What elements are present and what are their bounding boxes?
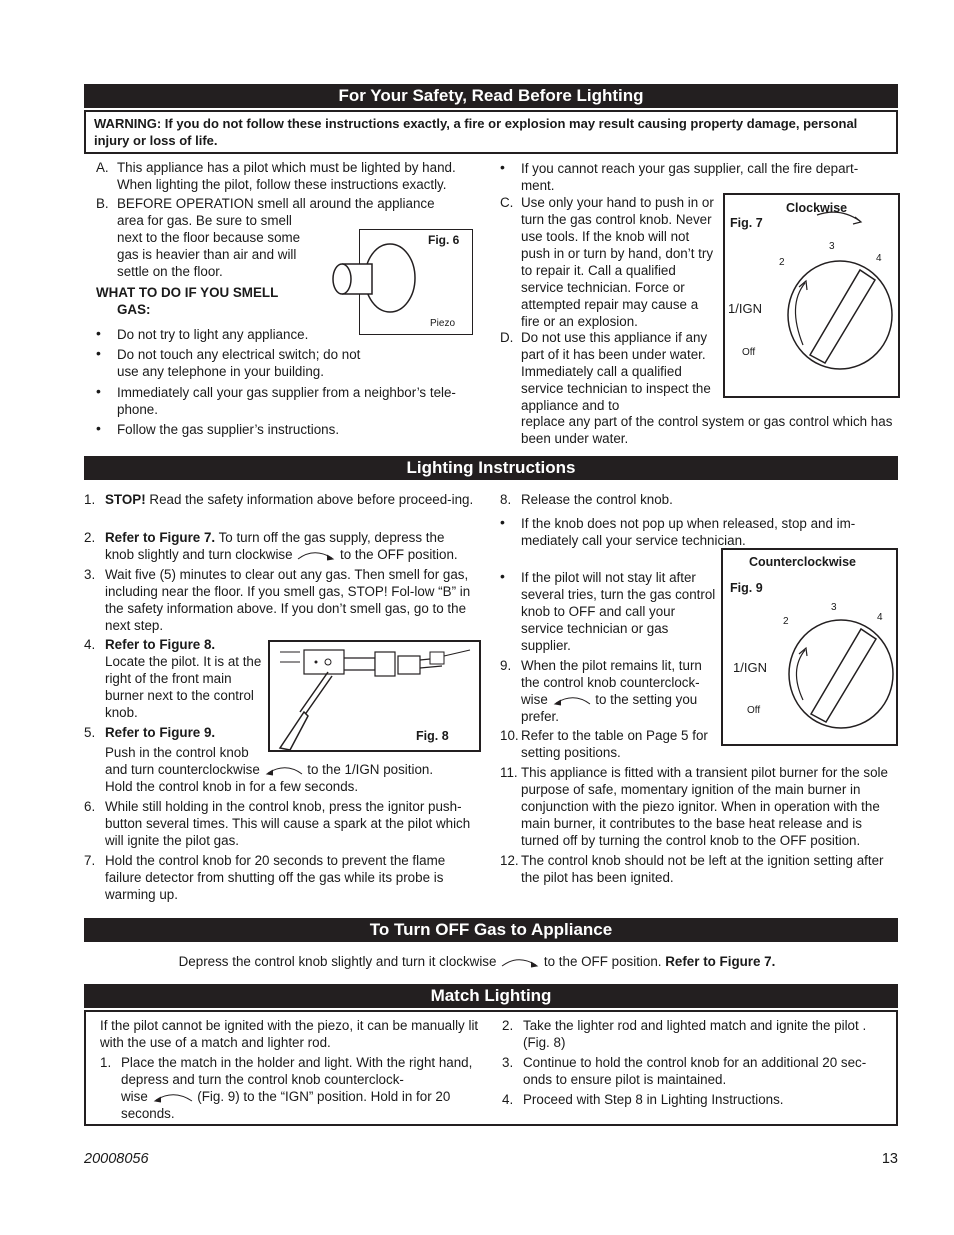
- step-text: This appliance is fitted with a transient pilot burner for the sole purpose of safe, momentary ignition of the main burner in conjunction with the piezo ignitor. When in operation with the main burner, it contributes to the base heat release and is turned off by turning the control knob to the OFF position.: [521, 765, 888, 848]
- step-text-3: Hold the control knob in for a few seconds.: [105, 779, 359, 794]
- clockwise-arrow-icon: [296, 549, 336, 561]
- bullet-text: If the pilot will not stay lit after several tries, turn the gas control knob to OFF and call your service technician or gas supplier.: [521, 570, 716, 653]
- match-header: Match Lighting: [84, 984, 898, 1008]
- step-text-after: to the OFF position.: [336, 547, 458, 562]
- warning-box: [84, 110, 898, 154]
- lighting-bullet: [500, 569, 718, 654]
- step-number: 9.: [500, 658, 512, 673]
- match-intro: If the pilot cannot be ignited with the piezo, it can be manually lit with the use of a match and lighter rod.: [100, 1018, 479, 1050]
- step-text: Proceed with Step 8 in Lighting Instructions.: [523, 1092, 784, 1107]
- turnoff-reference: Refer to Figure 7.: [665, 954, 776, 969]
- smell-heading-text: WHAT TO DO IF YOU SMELL GAS:: [96, 285, 279, 317]
- step-text: To turn off the gas supply, depress the knob slightly and turn clockwise: [105, 530, 445, 562]
- fig7-off: Off: [742, 347, 756, 358]
- figure-8: [268, 640, 481, 752]
- match-step: [100, 1054, 484, 1122]
- turnoff-text-after: to the OFF position.: [540, 954, 666, 969]
- fig9-label: Fig. 9: [730, 581, 763, 595]
- item-b-label: B.: [96, 196, 109, 211]
- step-text-after: to the setting you prefer.: [521, 692, 698, 724]
- fig6-label: Fig. 6: [428, 233, 460, 247]
- safety-header: For Your Safety, Read Before Lighting: [84, 84, 898, 108]
- fig9-title: Counterclockwise: [749, 555, 856, 569]
- warning-text: WARNING: If you do not follow these instructions exactly, a fire or explosion may result causing property damage, personal injury or loss of life.: [94, 116, 858, 148]
- bullet-icon: •: [96, 325, 101, 341]
- step-number: 3.: [84, 567, 96, 582]
- fig7-pos-3: 3: [829, 241, 835, 252]
- match-step: [502, 1091, 888, 1108]
- item-c-label: C.: [500, 195, 514, 210]
- fig6-caption: Piezo: [430, 318, 456, 329]
- figure-7: [723, 193, 900, 398]
- step-text-wise: wise: [121, 1089, 148, 1104]
- fig9-ign: 1/IGN: [733, 660, 767, 675]
- item-a-label: A.: [96, 160, 109, 175]
- smell-bullet: [96, 326, 476, 343]
- item-b-rest: area for gas. Be sure to smell next to the floor because some gas is heavier than air and will settle on the floor.: [117, 213, 301, 279]
- step-number: 11.: [500, 765, 518, 780]
- step-bold: STOP!: [105, 492, 146, 507]
- smell-bullet: [96, 421, 476, 438]
- fig9-pos-2: 2: [783, 616, 789, 627]
- safety-item-c: [500, 194, 718, 330]
- turnoff-header: To Turn OFF Gas to Appliance: [84, 918, 898, 942]
- fig7-title: Clockwise: [786, 201, 848, 215]
- supplier-bullet: [500, 160, 885, 194]
- safety-item-b: [96, 195, 476, 212]
- lighting-step: [500, 727, 718, 761]
- bullet-icon: •: [500, 514, 505, 530]
- step-number: 5.: [84, 725, 96, 740]
- step-text-after: (Fig. 9) to the “IGN” position. Hold in for 20: [193, 1089, 451, 1104]
- step-number: 8.: [500, 492, 512, 507]
- step-text: The control knob should not be left at the ignition setting after the pilot has been ignited.: [521, 853, 884, 885]
- counterclockwise-arrow-icon: [264, 764, 304, 776]
- lighting-bullet: [500, 515, 890, 549]
- step-bold: Refer to Figure 9.: [105, 725, 216, 740]
- step-text-2: and turn counterclockwise: [105, 762, 260, 777]
- lighting-step: [500, 657, 718, 725]
- step-text: Take the lighter rod and lighted match and ignite the pilot .(Fig. 8): [523, 1018, 867, 1050]
- item-c-text: Use only your hand to push in or turn the gas control knob. Never use tools. If the knob will not push in or turn by hand, don’t try to repair it. Call a qualified service technician. Force or attempted repair may cause a fire or an explosion.: [521, 195, 714, 329]
- item-b-line1: BEFORE OPERATION smell all around the appliance: [117, 196, 435, 211]
- step-number: 2.: [502, 1018, 514, 1033]
- lighting-step: [500, 764, 898, 849]
- fig8-label: Fig. 8: [416, 729, 449, 743]
- item-d-tail: replace any part of the control system or gas control which has been under water.: [521, 414, 893, 446]
- safety-item-a: [96, 159, 476, 193]
- fig7-pos-2: 2: [779, 257, 785, 268]
- turnoff-instruction: [0, 953, 954, 970]
- step-number: 1.: [100, 1055, 112, 1070]
- step-text: Continue to hold the control knob for an additional 20 sec-onds to ensure pilot is maintained.: [523, 1055, 867, 1087]
- safety-item-d: [500, 329, 718, 414]
- doc-number: 20008056: [84, 1151, 149, 1167]
- bullet-icon: •: [500, 568, 505, 584]
- bullet-text: Do not try to light any appliance.: [117, 327, 309, 342]
- step-number: 6.: [84, 799, 96, 814]
- item-a-text: This appliance has a pilot which must be lighted by hand. When lighting the pilot, follow these instructions exactly.: [117, 160, 456, 192]
- step-text-end: seconds.: [121, 1106, 175, 1121]
- fig7-ign: 1/IGN: [728, 301, 762, 316]
- item-d-text: Do not use this appliance if any part of it has been under water. Immediately call a qualified service technician to inspect the appliance and to: [521, 330, 711, 413]
- smell-bullet: [96, 384, 478, 418]
- counterclockwise-arrow-icon: [152, 1091, 194, 1103]
- lighting-step: [84, 852, 476, 903]
- lighting-step: [84, 798, 482, 849]
- step-number: 3.: [502, 1055, 514, 1070]
- bullet-text: Do not touch any electrical switch; do not use any telephone in your building.: [117, 347, 361, 379]
- step-number: 1.: [84, 492, 96, 507]
- lighting-step: [84, 529, 476, 563]
- lighting-step: [84, 636, 264, 721]
- lighting-step: [84, 566, 476, 634]
- lighting-header: Lighting Instructions: [84, 456, 898, 480]
- step-bold: Refer to Figure 7.: [105, 530, 216, 545]
- match-step: [502, 1054, 888, 1088]
- fig9-pos-3: 3: [831, 602, 837, 613]
- step-number: 2.: [84, 530, 96, 545]
- step-text: Place the match in the holder and light. With the right hand, depress and turn the control knob counterclock-: [121, 1055, 473, 1087]
- figure-6: [359, 229, 473, 335]
- bullet-icon: •: [96, 345, 101, 361]
- counterclockwise-arrow-icon: [552, 694, 592, 706]
- step-text-after: to the 1/IGN position.: [303, 762, 434, 777]
- figure-9: [721, 548, 898, 746]
- knob-clockwise-icon: [725, 195, 902, 400]
- step-text: Hold the control knob for 20 seconds to prevent the flame failure detector from shutting off the gas while its probe is warming up.: [105, 853, 446, 902]
- bullet-icon: •: [500, 159, 505, 175]
- step-text: Wait five (5) minutes to clear out any gas. Then smell for gas, including near the floor. If you smell gas, STOP! Fol-low “B” in the safety information above. If you don’t smell gas, go to the next step.: [105, 567, 471, 633]
- lighting-step: [500, 852, 890, 886]
- bullet-icon: •: [96, 420, 101, 436]
- clockwise-arrow-icon: [500, 956, 540, 968]
- step-text: Refer to the table on Page 5 for setting positions.: [521, 728, 708, 760]
- page-number: 13: [881, 1151, 898, 1167]
- step-number: 10.: [500, 728, 519, 743]
- lighting-step: [84, 491, 476, 508]
- bullet-text: If the knob does not pop up when released, stop and im-mediately call your service technician.: [521, 516, 856, 548]
- step-number: 4.: [502, 1092, 514, 1107]
- fig7-pos-4: 4: [876, 253, 882, 264]
- step-number: 4.: [84, 637, 96, 652]
- fig9-pos-4: 4: [877, 612, 883, 623]
- piezo-illustration: [330, 236, 420, 326]
- bullet-text: If you cannot reach your gas supplier, call the fire depart-ment.: [521, 161, 859, 193]
- step-text: When the pilot remains lit, turn the control knob counterclock-wise: [521, 658, 702, 707]
- step-number: 7.: [84, 853, 96, 868]
- step-number: 12.: [500, 853, 519, 868]
- bullet-text: Immediately call your gas supplier from a neighbor’s tele-phone.: [117, 385, 456, 417]
- fig7-label: Fig. 7: [730, 216, 763, 230]
- lighting-step: [500, 491, 890, 508]
- item-d-label: D.: [500, 330, 514, 345]
- step-bold: Refer to Figure 8.: [105, 637, 216, 652]
- bullet-icon: •: [96, 383, 101, 399]
- fig9-off: Off: [747, 705, 761, 716]
- step-text: While still holding in the control knob, press the ignitor push-button several times. This will cause a spark at the pilot which will ignite the pilot gas.: [105, 799, 471, 848]
- step-text: Locate the pilot. It is at the right of the front main burner next to the control knob.: [105, 654, 262, 720]
- bullet-text: Follow the gas supplier’s instructions.: [117, 422, 340, 437]
- turnoff-text: Depress the control knob slightly and turn it clockwise: [178, 954, 497, 969]
- step-text: Read the safety information above before proceed-ing.: [145, 492, 474, 507]
- smell-heading: [96, 284, 311, 318]
- step-text: Release the control knob.: [521, 492, 673, 507]
- step-text: Push in the control knob: [105, 745, 249, 760]
- smell-bullet: [96, 346, 366, 380]
- knob-counterclockwise-icon: [723, 550, 900, 748]
- match-step: [502, 1017, 888, 1051]
